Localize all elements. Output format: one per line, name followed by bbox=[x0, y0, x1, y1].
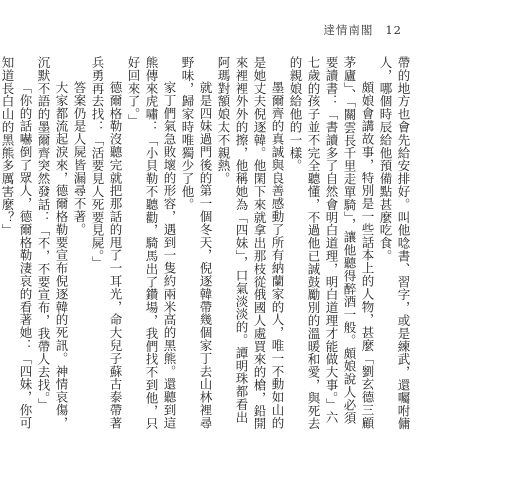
paragraph: 帶的地方也會先給安排好。叫他唸書、習字，或是練武，還囑咐傭人，哪個時辰給他預備點甚麼吃食。 bbox=[378, 56, 411, 431]
running-header bbox=[323, 22, 402, 38]
page-number: 12 bbox=[385, 23, 402, 37]
paragraph: 就是四妹過門後的第一個冬天，倪逐韓帶幾個家丁去山林裡尋野味，歸家時唯獨少了他。 bbox=[180, 56, 213, 430]
paragraph: 頗娘會講故事，特別是一些話本上的人物，甚麼「劉玄德三顧茅廬」、「關雲長千里走單騎」，讓他聽得醉酒一般。頗娘說人必須要讀書：「書讀多了自然會明白道理，明白道理才能做大事。」六七歲的孩子並不完全聽懂，不過他已誠鼓勵別的溫暖和愛，與死去的親娘給他的一樣。 bbox=[288, 56, 375, 431]
paragraph: 「你的話嚇倒了眾人，德爾格勒淒哀的看著她：「四妹，你可知道長白山的黑熊多厲害麼？」 bbox=[0, 56, 33, 430]
paragraph: 大家都流起淚來，德爾格勒要宣布倪逐韓的死訊。神情哀傷，沉默不語的墨爾齊突然發話：「不，不要宣布，我帶人去找。」 bbox=[36, 56, 69, 430]
body-text bbox=[0, 56, 412, 436]
paragraph: 家丁們氣急敗壞的形容，遇到一隻約兩米高的黑熊。還聽到這熊傳來虎嘯：「小貝勒不聽勸，騎馬出了鑽場，我們找不到他，只好回來了。」 bbox=[126, 56, 177, 431]
paragraph: 德爾格勒沒聽完就把那話的甩了一耳光，命大兒子蘇古泰帶著兵勇再去找：「活要見人死要見屍。」 bbox=[90, 56, 123, 430]
paragraph: 墨爾齊的真誠與良善感動了所有納蘭家的人，唯一不動如山的是她丈夫倪逐韓。他閑下來就拿出那枝從俄國人處買來的槍，鉛開來裡裡外外的擦，他稱她為「四妹」，口氣淡淡的。譚明珠都看出阿瑪對額娘太不親熱。 bbox=[216, 56, 285, 431]
paragraph: 答案仍是人屍皆漏尋不著。 bbox=[72, 81, 87, 236]
book-title: 達情南閣 bbox=[323, 23, 374, 37]
